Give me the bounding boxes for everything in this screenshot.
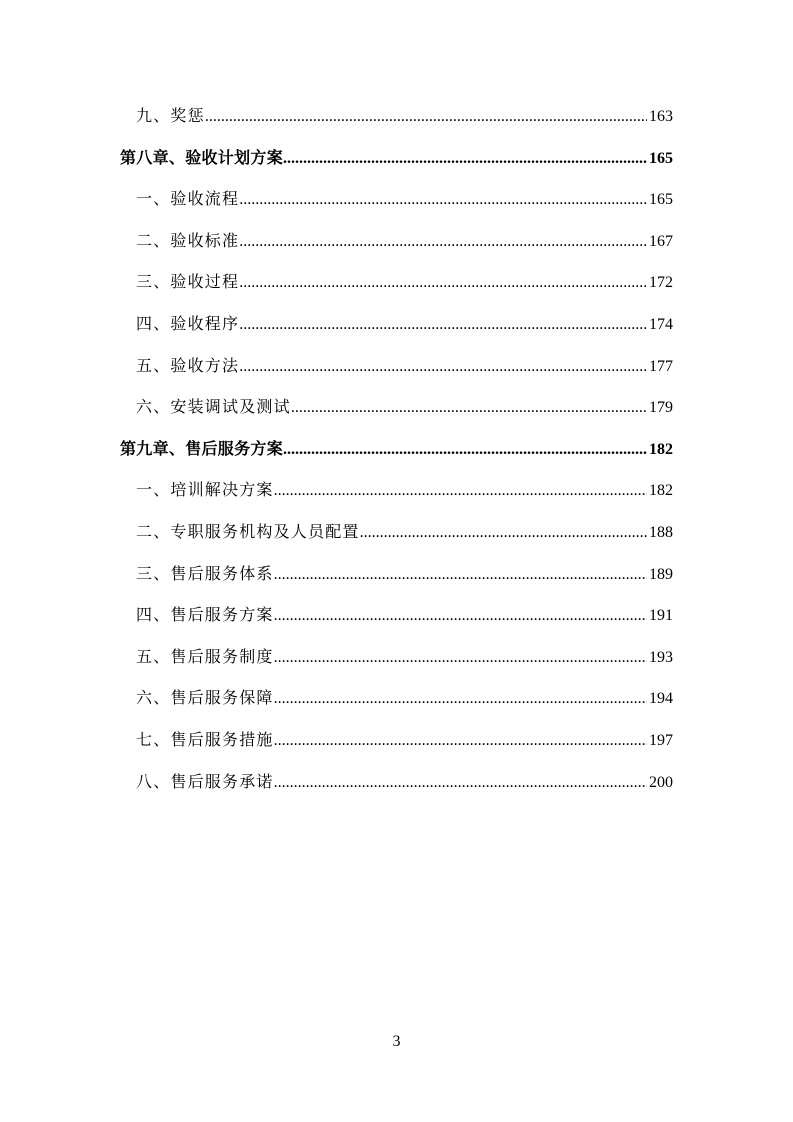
toc-leader-dots (239, 180, 647, 220)
page-number: 3 (392, 1033, 401, 1050)
toc-entry[interactable] (120, 222, 673, 264)
toc-entry-title: 第八章、验收计划方案 (120, 149, 284, 167)
toc-leader-dots (274, 596, 647, 636)
toc-entry-title: 八、售后服务承诺 (136, 773, 274, 791)
toc-entry-page: 200 (649, 773, 673, 791)
toc-entry-page: 172 (649, 274, 673, 292)
toc-entry[interactable] (120, 513, 673, 555)
toc-entry[interactable] (120, 471, 673, 513)
toc-entry-title: 五、售后服务制度 (136, 648, 274, 666)
toc-entry-page: 189 (649, 565, 673, 583)
toc-leader-dots (274, 721, 647, 761)
toc-leader-dots (274, 763, 647, 803)
toc-chapter-entry[interactable] (120, 139, 673, 181)
table-of-contents (120, 97, 673, 804)
toc-leader-dots (274, 555, 647, 595)
toc-leader-dots (283, 139, 647, 179)
toc-entry-page: 165 (649, 149, 673, 167)
toc-entry-title: 九、奖惩 (136, 108, 205, 125)
toc-entry-page: 197 (649, 731, 673, 749)
toc-entry-page: 179 (649, 399, 673, 417)
toc-leader-dots (274, 638, 647, 678)
toc-entry-page: 194 (649, 690, 673, 708)
toc-leader-dots (291, 388, 647, 428)
toc-leader-dots (274, 471, 647, 511)
toc-entry-title: 七、售后服务措施 (136, 731, 274, 749)
toc-entry-page: 182 (649, 440, 673, 458)
toc-entry[interactable] (120, 763, 673, 805)
toc-entry-title: 五、验收方法 (136, 357, 240, 375)
toc-entry-title: 二、专职服务机构及人员配置 (136, 523, 360, 541)
toc-entry-page: 167 (649, 232, 673, 250)
toc-entry-title: 一、验收流程 (136, 191, 240, 209)
toc-entry[interactable] (120, 305, 673, 347)
toc-entry-page: 191 (649, 607, 673, 625)
toc-entry-page: 188 (649, 523, 673, 541)
toc-leader-dots (239, 222, 647, 262)
toc-entry-page: 193 (649, 648, 673, 666)
toc-entry-title: 六、售后服务保障 (136, 690, 274, 708)
toc-leader-dots (239, 263, 647, 303)
toc-leader-dots (274, 679, 647, 719)
toc-entry-title: 四、验收程序 (136, 315, 240, 333)
toc-entry-page: 163 (649, 108, 673, 125)
toc-entry-page: 174 (649, 315, 673, 333)
toc-entry-title: 三、售后服务体系 (136, 565, 274, 583)
toc-entry-title: 四、售后服务方案 (136, 607, 274, 625)
toc-entry-title: 第九章、售后服务方案 (120, 440, 284, 458)
toc-leader-dots (283, 430, 647, 470)
toc-entry[interactable] (120, 555, 673, 597)
toc-entry-title: 一、培训解决方案 (136, 482, 274, 500)
toc-entry[interactable] (120, 638, 673, 680)
toc-entry-page: 182 (649, 482, 673, 500)
toc-entry-title: 二、验收标准 (136, 232, 240, 250)
toc-entry-page: 177 (649, 357, 673, 375)
toc-entry[interactable] (120, 388, 673, 430)
toc-leader-dots (239, 347, 647, 387)
toc-chapter-entry[interactable] (120, 430, 673, 472)
toc-leader-dots (205, 97, 647, 137)
toc-entry-title: 三、验收过程 (136, 274, 240, 292)
toc-entry[interactable] (120, 721, 673, 763)
toc-entry[interactable] (120, 263, 673, 305)
toc-entry[interactable] (120, 679, 673, 721)
toc-entry-page: 165 (649, 191, 673, 209)
toc-leader-dots (239, 305, 647, 345)
toc-leader-dots (360, 513, 647, 553)
toc-entry[interactable] (120, 347, 673, 389)
toc-entry[interactable] (120, 97, 673, 139)
toc-entry[interactable] (120, 596, 673, 638)
toc-entry-title: 六、安装调试及测试 (136, 399, 291, 417)
toc-entry[interactable] (120, 180, 673, 222)
